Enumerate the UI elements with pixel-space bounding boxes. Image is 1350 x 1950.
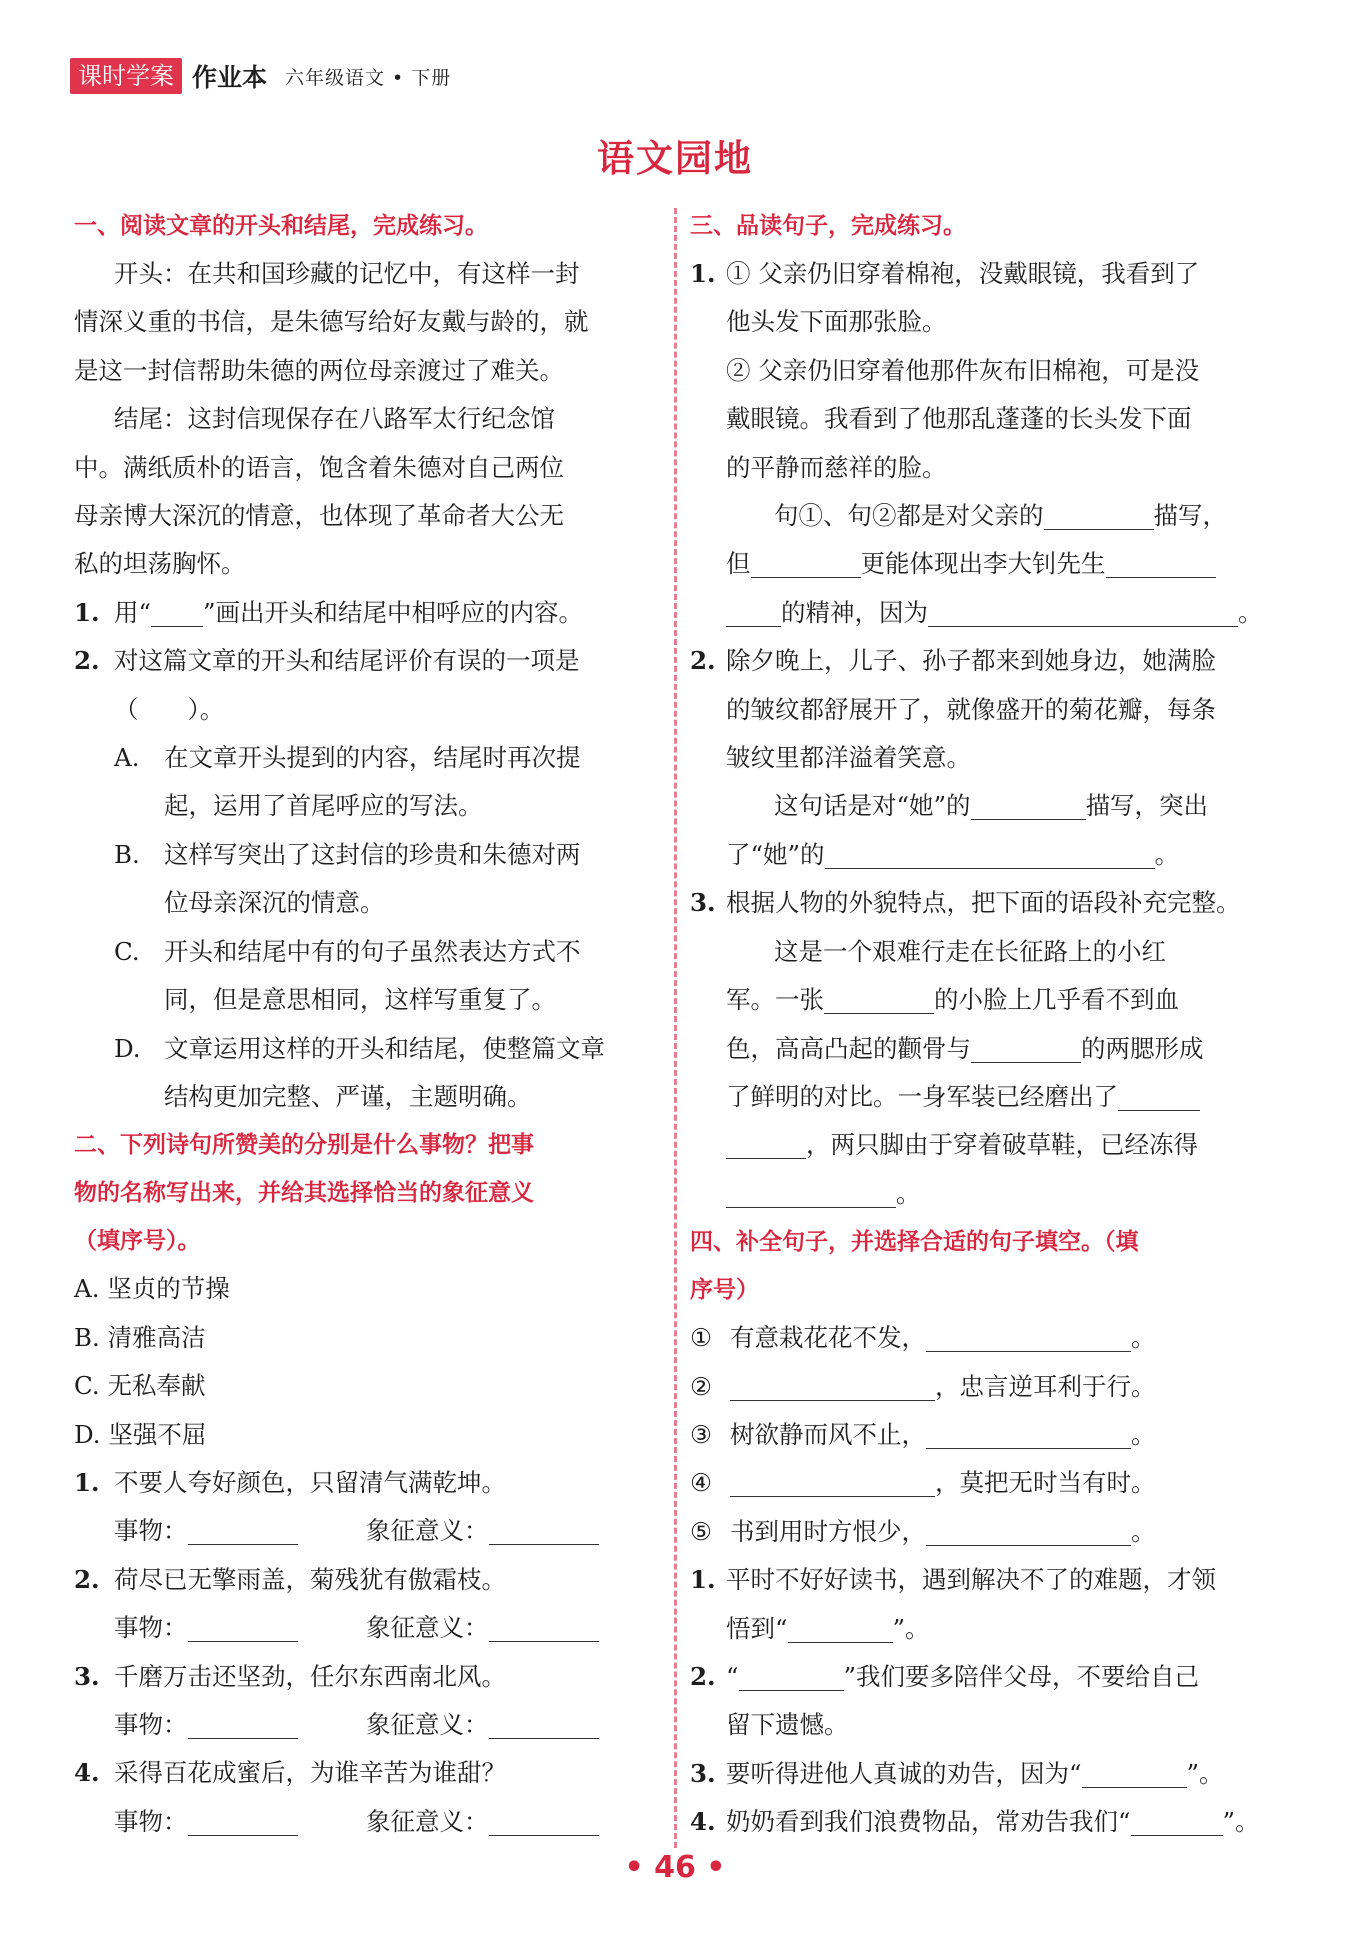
question-1: 1. 用“ ”画出开头和结尾中相呼应的内容。 <box>74 589 654 637</box>
option-d[interactable]: D. 文章运用这样的开头和结尾，使整篇文章 <box>114 1033 605 1063</box>
proverb-2: ② ，忠言逆耳利于行。 <box>690 1371 1156 1401</box>
poem-3: 3. 千磨万击还坚劲，任尔东西南北风。 <box>74 1661 506 1691</box>
brand-logo-red: 课时学案 <box>70 58 182 94</box>
meaning-blank[interactable] <box>489 1713 599 1739</box>
section-4-title: 序号） <box>690 1277 759 1304</box>
meaning-blank[interactable] <box>489 1810 599 1836</box>
section-2-title: 二、下列诗句所赞美的分别是什么事物？把事 <box>74 1132 534 1159</box>
passage-line: 母亲博大深沉的情意，也体现了革命者大公无 <box>74 501 564 531</box>
page-number: • 46 • <box>624 1850 726 1885</box>
page-header <box>70 56 451 96</box>
fill-line: 这句话是对“她”的 描写，突出 <box>774 791 1209 821</box>
option-b[interactable]: B. 这样写突出了这封信的珍贵和朱德对两 <box>114 839 581 869</box>
answer-blank[interactable] <box>928 601 1238 627</box>
sentence-line: 皱纹里都洋溢着笑意。 <box>726 743 971 773</box>
thing-blank[interactable] <box>188 1810 298 1836</box>
symbol-option: B. 清雅高洁 <box>74 1322 206 1352</box>
question-2: 2. 对这篇文章的开头和结尾评价有误的一项是 <box>74 637 654 685</box>
fill-line: 色，高高凸起的颧骨与 的两腮形成 <box>726 1033 1204 1063</box>
passage-line: 是这一封信帮助朱德的两位母亲渡过了难关。 <box>74 355 564 385</box>
r-question-2: 2. 除夕晚上，儿子、孙子都来到她身边，她满脸 <box>690 646 1216 676</box>
poem-2-answers: 事物： 象征意义： <box>74 1604 654 1652</box>
sentence-line: 的皱纹都舒展开了，就像盛开的菊花瓣，每条 <box>726 694 1216 724</box>
right-column <box>690 202 1280 1847</box>
option-a[interactable]: A. 在文章开头提到的内容，结尾时再次提 <box>114 743 581 773</box>
section-4-title: 四、补全句子，并选择合适的句子填空。（填 <box>690 1229 1139 1256</box>
symbol-option: A. 坚贞的节操 <box>74 1274 230 1304</box>
answer-blank[interactable] <box>926 1520 1131 1546</box>
poem-1: 1. 不要人夸好颜色，只留清气满乾坤。 <box>74 1467 506 1497</box>
proverb-4: ④ ，莫把无时当有时。 <box>690 1468 1156 1498</box>
fill-question-1: 1. 平时不好好读书，遇到解决不了的难题，才领 <box>690 1565 1216 1595</box>
passage-line: 私的坦荡胸怀。 <box>74 549 246 579</box>
sentence-line: 戴眼镜。我看到了他那乱蓬蓬的长头发下面 <box>726 404 1192 434</box>
question-number: 1. <box>74 597 100 627</box>
answer-blank[interactable] <box>1131 1811 1223 1837</box>
brand-name: 作业本 <box>192 63 268 92</box>
answer-blank[interactable] <box>726 1182 896 1208</box>
answer-blank[interactable] <box>788 1617 893 1643</box>
fill-line: ，两只脚由于穿着破草鞋，已经冻得 <box>690 1121 1280 1169</box>
grade-label: 六年级语文 • 下册 <box>285 66 452 89</box>
left-column <box>74 202 654 1846</box>
passage-line: 中。满纸质朴的语言，饱含着朱德对自己两位 <box>74 452 564 482</box>
fill-line: 了“她”的 。 <box>726 839 1180 869</box>
section-2-title: 物的名称写出来，并给其选择恰当的象征意义 <box>74 1180 534 1207</box>
answer-blank[interactable] <box>1106 553 1216 579</box>
answer-bracket[interactable]: （ ）。 <box>114 694 225 724</box>
meaning-blank[interactable] <box>489 1617 599 1643</box>
fill-line: 悟到“ ”。 <box>726 1613 930 1643</box>
answer-blank[interactable] <box>739 1665 844 1691</box>
fill-line: 。 <box>690 1170 1280 1218</box>
section-3-title: 三、品读句子，完成练习。 <box>690 213 966 239</box>
poem-3-answers: 事物： 象征意义： <box>74 1701 654 1749</box>
r-question-1: 1. ① 父亲仍旧穿着棉袍，没戴眼镜，我看到了 <box>690 259 1200 288</box>
r-question-3: 3. 根据人物的外貌特点，把下面的语段补充完整。 <box>690 888 1241 918</box>
passage-line: 情深义重的书信，是朱德写给好友戴与龄的，就 <box>74 307 589 337</box>
option-b-cont: 位母亲深沉的情意。 <box>164 888 385 918</box>
thing-blank[interactable] <box>188 1713 298 1739</box>
fill-line: 留下遗憾。 <box>726 1710 849 1740</box>
poem-4: 4. 采得百花成蜜后，为谁辛苦为谁甜？ <box>74 1758 506 1788</box>
option-a-cont: 起，运用了首尾呼应的写法。 <box>164 791 483 821</box>
answer-blank[interactable] <box>825 843 1155 869</box>
proverb-3: ③ 树欲静而风不止， 。 <box>690 1419 1156 1449</box>
fill-question-3: 3. 要听得进他人真诚的劝告，因为“ ”。 <box>690 1758 1224 1788</box>
paragraph-line: 这是一个艰难行走在长征路上的小红 <box>774 936 1166 966</box>
fill-line: 句①、句②都是对父亲的 描写， <box>774 501 1227 531</box>
option-c-cont: 同，但是意思相同，这样写重复了。 <box>164 985 556 1015</box>
option-c[interactable]: C. 开头和结尾中有的句子虽然表达方式不 <box>114 936 581 966</box>
answer-blank[interactable] <box>971 795 1086 821</box>
fill-line: 军。一张 的小脸上几乎看不到血 <box>726 985 1179 1015</box>
answer-blank[interactable] <box>726 601 781 627</box>
fill-question-2: 2. “ ”我们要多陪伴父母，不要给自己 <box>690 1661 1200 1691</box>
answer-blank[interactable] <box>824 989 934 1015</box>
answer-blank[interactable] <box>1044 505 1154 531</box>
section-2-title: （填序号）。 <box>74 1228 201 1255</box>
answer-blank[interactable] <box>751 553 861 579</box>
proverb-1: ① 有意栽花花不发， 。 <box>690 1323 1156 1353</box>
fill-question-4: 4. 奶奶看到我们浪费物品，常劝告我们“ ”。 <box>690 1807 1260 1837</box>
column-divider <box>674 208 677 1848</box>
sentence-line: ② 父亲仍旧穿着他那件灰布旧棉袍，可是没 <box>726 355 1200 385</box>
proverb-5: ⑤ 书到用时方恨少， 。 <box>690 1516 1156 1546</box>
answer-blank[interactable] <box>1082 1762 1187 1788</box>
poem-1-answers: 事物： 象征意义： <box>74 1507 654 1555</box>
symbol-option: D. 坚强不屈 <box>74 1419 207 1449</box>
sentence-line: 他头发下面那张脸。 <box>726 307 947 337</box>
fill-line: 的精神，因为 。 <box>690 589 1280 637</box>
answer-blank[interactable] <box>971 1037 1081 1063</box>
passage-line: 结尾：这封信现保存在八路军太行纪念馆 <box>114 404 555 434</box>
answer-blank[interactable] <box>730 1472 935 1498</box>
answer-blank[interactable] <box>926 1423 1131 1449</box>
thing-blank[interactable] <box>188 1520 298 1546</box>
answer-blank[interactable] <box>726 1134 806 1160</box>
poem-2: 2. 荷尽已无擎雨盖，菊残犹有傲霜枝。 <box>74 1564 506 1594</box>
section-1-title: 一、阅读文章的开头和结尾，完成练习。 <box>74 213 488 239</box>
answer-blank[interactable] <box>730 1375 935 1401</box>
page-title: 语文园地 <box>597 137 753 180</box>
thing-blank[interactable] <box>188 1617 298 1643</box>
symbol-option: C. 无私奉献 <box>74 1371 206 1401</box>
fill-line: 但 更能体现出李大钊先生 <box>690 540 1280 588</box>
question-number: 2. <box>74 646 100 676</box>
answer-blank[interactable] <box>926 1327 1131 1353</box>
answer-blank[interactable] <box>151 601 203 627</box>
answer-blank[interactable] <box>1118 1085 1200 1111</box>
meaning-blank[interactable] <box>489 1520 599 1546</box>
passage-line: 开头：在共和国珍藏的记忆中，有这样一封 <box>114 259 580 288</box>
fill-line: 了鲜明的对比。一身军装已经磨出了 <box>690 1073 1280 1121</box>
option-d-cont: 结构更加完整、严谨，主题明确。 <box>164 1081 532 1111</box>
poem-4-answers: 事物： 象征意义： <box>74 1798 654 1846</box>
sentence-line: 的平静而慈祥的脸。 <box>726 452 947 482</box>
